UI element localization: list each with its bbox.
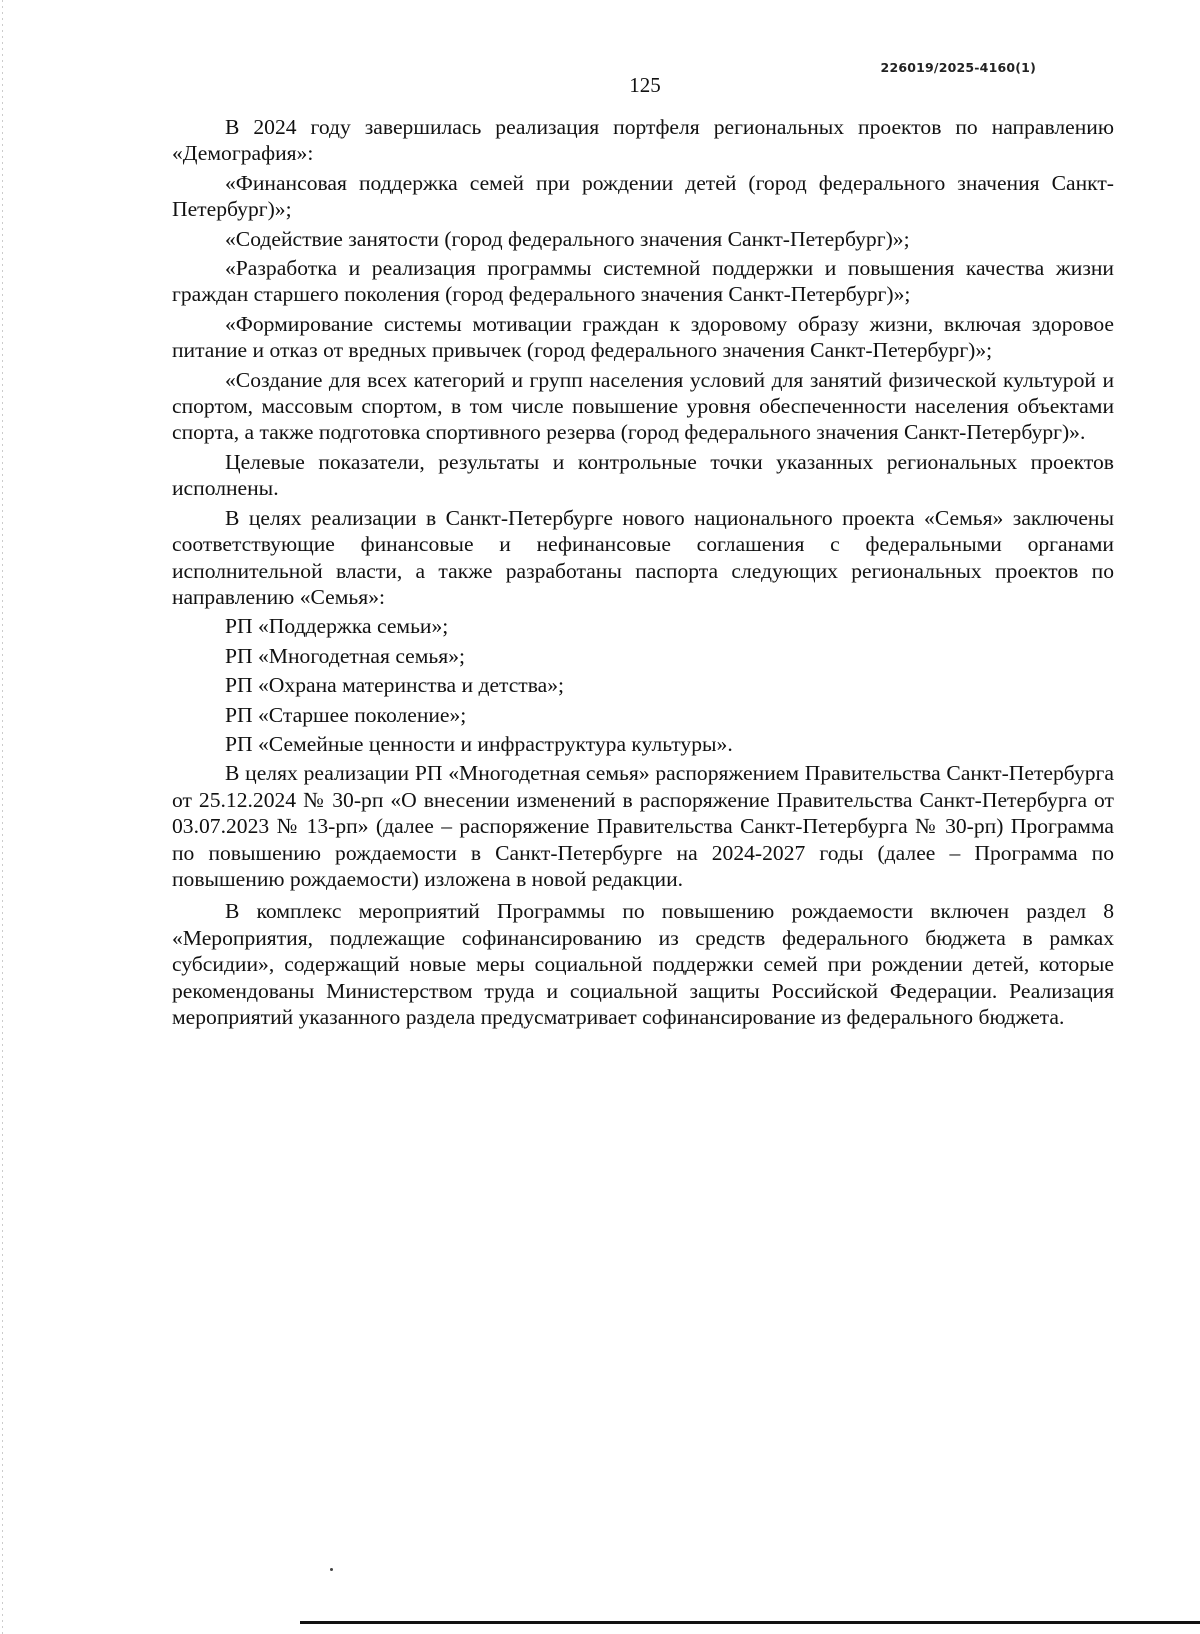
scan-edge-artifact	[2, 0, 3, 1634]
footer-rule	[300, 1621, 1200, 1624]
paragraph-targets: Целевые показатели, результаты и контрольные точки указанных региональных проектов исполнены.	[172, 449, 1114, 501]
page-number: 125	[629, 73, 661, 97]
paragraph-decree: В целях реализации РП «Многодетная семья» распоряжением Правительства Санкт-Петербурга от 25.12.2024 № 30-рп «О внесении изменений в распоряжение Правительства Санкт-Петербурга от 03.07.2023 № 13-рп» (далее – распоряжение Правительства Санкт-Петербурга № 30-рп) Программа по повышению рождаемости в Санкт-Петербурге на 2024-2027 годы (далее – Программа по повышению рождаемости) изложена в новой редакции.	[172, 761, 1114, 891]
list-item-rp: РП «Многодетная семья»;	[225, 643, 465, 668]
paragraph-project-item: «Финансовая поддержка семей при рождении детей (город федерального значения Санкт-Петербург)»;	[172, 170, 1114, 222]
paragraph-family-project: В целях реализации в Санкт-Петербурге нового национального проекта «Семья» заключены соответствующие финансовые и нефинансовые соглашения с федеральными органами исполнительной власти, а также разработаны паспорта следующих региональных проектов по направлению «Семья»:	[172, 505, 1114, 609]
scan-speck	[330, 1568, 333, 1571]
paragraph-project-item: «Создание для всех категорий и групп населения условий для занятий физической культурой и спортом, массовым спортом, в том числе повышение уровня обеспеченности населения объектами спорта, а также подготовка спортивного резерва (город федерального значения Санкт-Петербург)».	[172, 367, 1114, 445]
list-item-rp: РП «Поддержка семьи»;	[225, 614, 449, 639]
document-body	[172, 114, 1114, 1033]
paragraph-project-item: «Содействие занятости (город федерального значения Санкт-Петербург)»;	[225, 226, 910, 251]
paragraph-intro: В 2024 году завершилась реализация портфеля региональных проектов по направлению «Демография»:	[172, 115, 1114, 166]
paragraph-section-8: В комплекс мероприятий Программы по повышению рождаемости включен раздел 8 «Мероприятия, подлежащие софинансированию из средств федерального бюджета в рамках субсидии», содержащий новые меры социальной поддержки семей при рождении детей, которые рекомендованы Министерством труда и социальной защиты Российской Федерации. Реализация мероприятий указанного раздела предусматривает софинансирование из федерального бюджета.	[172, 899, 1114, 1029]
list-item-rp: РП «Старшее поколение»;	[225, 702, 467, 727]
paragraph-project-item: «Разработка и реализация программы системной поддержки и повышения качества жизни граждан старшего поколения (город федерального значения Санкт-Петербург)»;	[172, 256, 1114, 307]
list-item-rp: РП «Семейные ценности и инфраструктура культуры».	[225, 731, 733, 756]
document-id: 226019/2025-4160(1)	[880, 60, 1036, 75]
list-item-rp: РП «Охрана материнства и детства»;	[225, 673, 565, 698]
paragraph-project-item: «Формирование системы мотивации граждан к здоровому образу жизни, включая здоровое питание и отказ от вредных привычек (город федерального значения Санкт-Петербург)»;	[172, 311, 1114, 363]
